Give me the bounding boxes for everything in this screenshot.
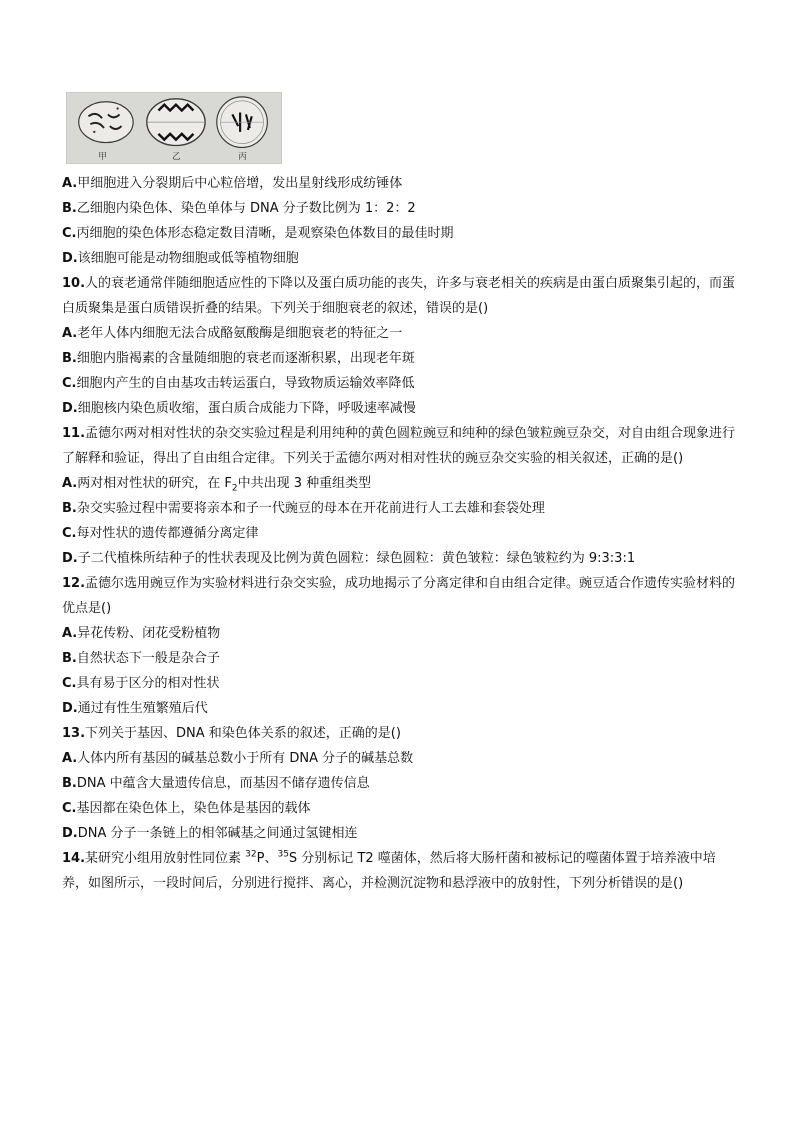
q11-option-b [62, 496, 738, 521]
option-letter: A. [62, 326, 78, 341]
question-number: 10. [62, 276, 86, 291]
question-stem: S 分别标记 T2 噬菌体，然后将大肠杆菌和被标记的噬菌体置于培养液中培养，如图所示，一段时间后，分别进行搅拌、离心，并检测沉淀物和悬浮液中的放射性，下列分析错误的是() [62, 851, 716, 891]
option-text: 丙细胞的染色体形态稳定数目清晰，是观察染色体数目的最佳时期 [76, 226, 454, 241]
q12-option-c [62, 671, 738, 696]
q10-option-a [62, 321, 738, 346]
question-number: 13. [62, 726, 86, 741]
figure-label-yi: 乙 [172, 152, 181, 163]
option-letter: A. [62, 751, 78, 766]
q11-option-a [62, 471, 738, 496]
figure-label-bing: 丙 [238, 152, 247, 163]
q12-option-b [62, 646, 738, 671]
question-stem: 孟德尔两对相对性状的杂交实验过程是利用纯种的黄色圆粒豌豆和纯种的绿色皱粒豌豆杂交，对自由组合现象进行了解释和验证，得出了自由组合定律。下列关于孟德尔两对相对性状的豌豆杂交实验的相关叙述，正确的是() [62, 426, 736, 466]
option-letter: B. [62, 651, 77, 666]
option-text: 通过有性生殖繁殖后代 [77, 701, 208, 716]
question-number: 11. [62, 426, 86, 441]
option-text: 中共出现 3 种重组类型 [237, 476, 372, 491]
option-letter: D. [62, 701, 78, 716]
option-text: 两对相对性状的研究，在 F [77, 476, 232, 491]
q11-stem [62, 421, 738, 471]
q9-option-a [62, 171, 738, 196]
question-number: 12. [62, 576, 86, 591]
option-text: 具有易于区分的相对性状 [76, 676, 220, 691]
option-text: DNA 中蕴含大量遗传信息，而基因不储存遗传信息 [76, 776, 370, 791]
option-letter: D. [62, 401, 78, 416]
q13-option-d [62, 821, 738, 846]
question-stem: 某研究小组用放射性同位素 [85, 851, 246, 866]
q13-stem [62, 721, 738, 746]
q12-option-d [62, 696, 738, 721]
option-text: 乙细胞内染色体、染色单体与 DNA 分子数比例为 1：2：2 [76, 201, 416, 216]
option-text: 异花传粉、闭花受粉植物 [77, 626, 221, 641]
option-letter: D. [62, 551, 78, 566]
option-text: 该细胞可能是动物细胞或低等植物细胞 [77, 251, 299, 266]
option-letter: A. [62, 176, 78, 191]
option-letter: A. [62, 476, 78, 491]
q10-stem [62, 271, 738, 321]
option-text: 杂交实验过程中需要将亲本和子一代豌豆的母本在开花前进行人工去雄和套袋处理 [76, 501, 545, 516]
q12-option-a [62, 621, 738, 646]
question-content [62, 171, 738, 896]
superscript: 35 [277, 849, 289, 860]
q13-option-b [62, 771, 738, 796]
option-text: 基因都在染色体上，染色体是基因的载体 [76, 801, 311, 816]
q13-option-a [62, 746, 738, 771]
option-letter: B. [62, 776, 77, 791]
q9-option-c [62, 221, 738, 246]
option-text: 细胞内产生的自由基攻击转运蛋白，导致物质运输效率降低 [76, 376, 415, 391]
option-letter: C. [62, 801, 77, 816]
option-text: 人体内所有基因的碱基总数小于所有 DNA 分子的碱基总数 [77, 751, 414, 766]
option-text: 老年人体内细胞无法合成酪氨酸酶是细胞衰老的特征之一 [77, 326, 403, 341]
option-letter: D. [62, 251, 78, 266]
cell-jia-illustration [79, 102, 133, 143]
option-letter: A. [62, 626, 78, 641]
option-letter: C. [62, 526, 77, 541]
q9-option-d [62, 246, 738, 271]
option-letter: B. [62, 501, 77, 516]
q10-option-c [62, 371, 738, 396]
q11-option-c [62, 521, 738, 546]
q11-option-d [62, 546, 738, 571]
q10-option-d [62, 396, 738, 421]
q9-option-b [62, 196, 738, 221]
option-text: 细胞内脂褐素的含量随细胞的衰老而逐渐积累，出现老年斑 [76, 351, 415, 366]
question-number: 14. [62, 851, 86, 866]
option-letter: C. [62, 676, 77, 691]
question-stem: 孟德尔选用豌豆作为实验材料进行杂交实验，成功地揭示了分离定律和自由组合定律。豌豆适合作遗传实验材料的优点是() [62, 576, 736, 616]
cell-bing-illustration [217, 97, 268, 148]
option-text: 自然状态下一般是杂合子 [76, 651, 220, 666]
option-text: 每对性状的遗传都遵循分离定律 [76, 526, 259, 541]
option-text: 细胞核内染色质收缩，蛋白质合成能力下降，呼吸速率减慢 [77, 401, 416, 416]
question-stem: 人的衰老通常伴随细胞适应性的下降以及蛋白质功能的丧失，许多与衰老相关的疾病是由蛋白质聚集引起的，而蛋白质聚集是蛋白质错误折叠的结果。下列关于细胞衰老的叙述，错误的是() [62, 276, 736, 316]
option-text: 子二代植株所结种子的性状表现及比例为黄色圆粒：绿色圆粒：黄色皱粒：绿色皱粒约为 9:3:3:1 [77, 551, 636, 566]
subscript: 2 [231, 483, 238, 494]
option-text: DNA 分子一条链上的相邻碱基之间通过氢键相连 [77, 826, 358, 841]
question-stem: P、 [256, 851, 278, 866]
option-letter: C. [62, 376, 77, 391]
superscript: 32 [245, 849, 257, 860]
option-letter: B. [62, 351, 77, 366]
cell-yi-illustration [147, 99, 205, 146]
q13-option-c [62, 796, 738, 821]
cell-division-figure [66, 92, 282, 164]
q10-option-b [62, 346, 738, 371]
question-stem: 下列关于基因、DNA 和染色体关系的叙述，正确的是() [85, 726, 401, 741]
q12-stem [62, 571, 738, 621]
option-letter: D. [62, 826, 78, 841]
option-letter: B. [62, 201, 77, 216]
figure-label-jia: 甲 [98, 152, 107, 163]
q14-stem [62, 846, 738, 896]
option-text: 甲细胞进入分裂期后中心粒倍增，发出星射线形成纺锤体 [77, 176, 403, 191]
option-letter: C. [62, 226, 77, 241]
